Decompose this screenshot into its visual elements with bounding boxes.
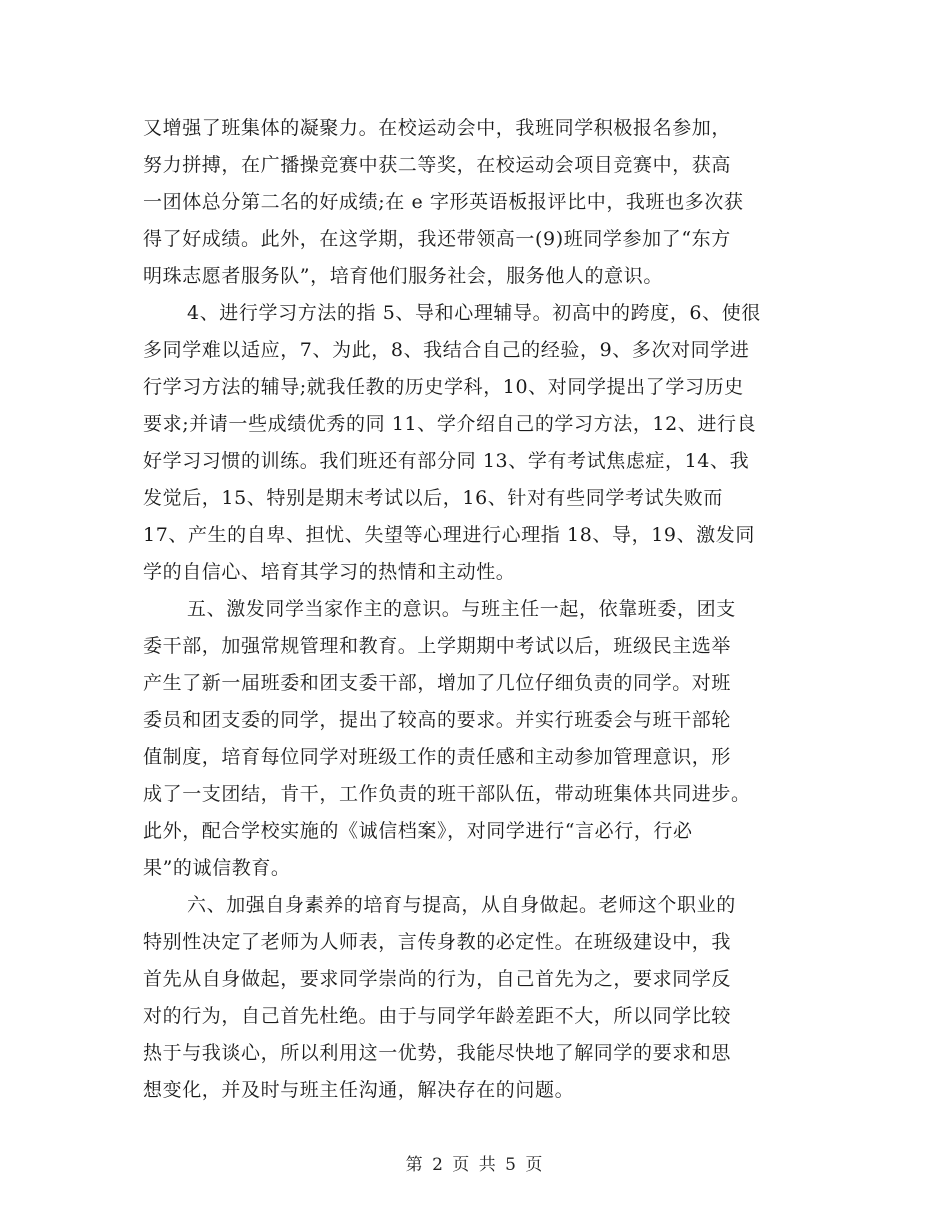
text-line: 17、产生的自卑、担忧、失望等心理进行心理指 18、导，19、激发同 (143, 524, 755, 546)
text-line: 要求;并请一些成绩优秀的同 11、学介绍自己的学习方法，12、进行良 (143, 413, 757, 435)
text-line: 热于与我谈心，所以利用这一优势，我能尽快地了解同学的要求和思 (143, 1042, 732, 1064)
text-line: 值制度，培育每位同学对班级工作的责任感和主动参加管理意识，形 (143, 746, 732, 768)
text-line: 成了一支团结，肯干，工作负责的班干部队伍，带动班集体共同进步。 (143, 783, 751, 805)
text-line: 此外，配合学校实施的《诚信档案》，对同学进行“言必行，行必 (143, 820, 693, 842)
text-line: 五、激发同学当家作主的意识。与班主任一起，依靠班委，团支 (187, 598, 736, 620)
text-line: 多同学难以适应，7、为此，8、我结合自己的经验，9、多次对同学进 (143, 339, 750, 361)
text-line: 委员和团支委的同学，提出了较高的要求。并实行班委会与班干部轮 (143, 709, 732, 731)
text-line: 首先从自身做起，要求同学崇尚的行为，自己首先为之，要求同学反 (143, 968, 732, 990)
text-line: 4、进行学习方法的指 5、导和心理辅导。初高中的跨度，6、使很 (187, 302, 761, 324)
text-line: 对的行为，自己首先杜绝。由于与同学年龄差距不大，所以同学比较 (143, 1005, 732, 1027)
text-line: 一团体总分第二名的好成绩;在 e 字形英语板报评比中，我班也多次获 (143, 191, 744, 213)
text-line: 发觉后，15、特别是期末考试以后，16、针对有些同学考试失败而 (143, 487, 723, 509)
text-line: 想变化，并及时与班主任沟通，解决存在的问题。 (143, 1079, 575, 1101)
text-line: 努力拼搏，在广播操竞赛中获二等奖，在校运动会项目竞赛中，获高 (143, 154, 732, 176)
text-line: 特别性决定了老师为人师表，言传身教的必定性。在班级建设中，我 (143, 931, 732, 953)
page-number-footer: 第 2 页 共 5 页 (405, 1155, 545, 1175)
paragraph (143, 110, 813, 295)
text-line: 明珠志愿者服务队”，培育他们服务社会，服务他人的意识。 (143, 265, 663, 287)
paragraph (143, 295, 813, 591)
document-body (143, 110, 813, 1109)
text-line: 委干部，加强常规管理和教育。上学期期中考试以后，班级民主选举 (143, 635, 732, 657)
text-line: 行学习方法的辅导;就我任教的历史学科，10、对同学提出了学习历史 (143, 376, 744, 398)
paragraph (143, 591, 813, 887)
text-line: 得了好成绩。此外，在这学期，我还带领高一(9)班同学参加了“东方 (143, 228, 731, 250)
text-line: 又增强了班集体的凝聚力。在校运动会中，我班同学积极报名参加， (143, 117, 732, 139)
text-line: 产生了新一届班委和团支委干部，增加了几位仔细负责的同学。对班 (143, 672, 732, 694)
text-line: 学的自信心、培育其学习的热情和主动性。 (143, 561, 516, 583)
text-line: 好学习习惯的训练。我们班还有部分同 13、学有考试焦虑症，14、我 (143, 450, 750, 472)
paragraph (143, 887, 813, 1109)
text-line: 果”的诚信教育。 (143, 857, 291, 879)
text-line: 六、加强自身素养的培育与提高，从自身做起。老师这个职业的 (187, 894, 736, 916)
